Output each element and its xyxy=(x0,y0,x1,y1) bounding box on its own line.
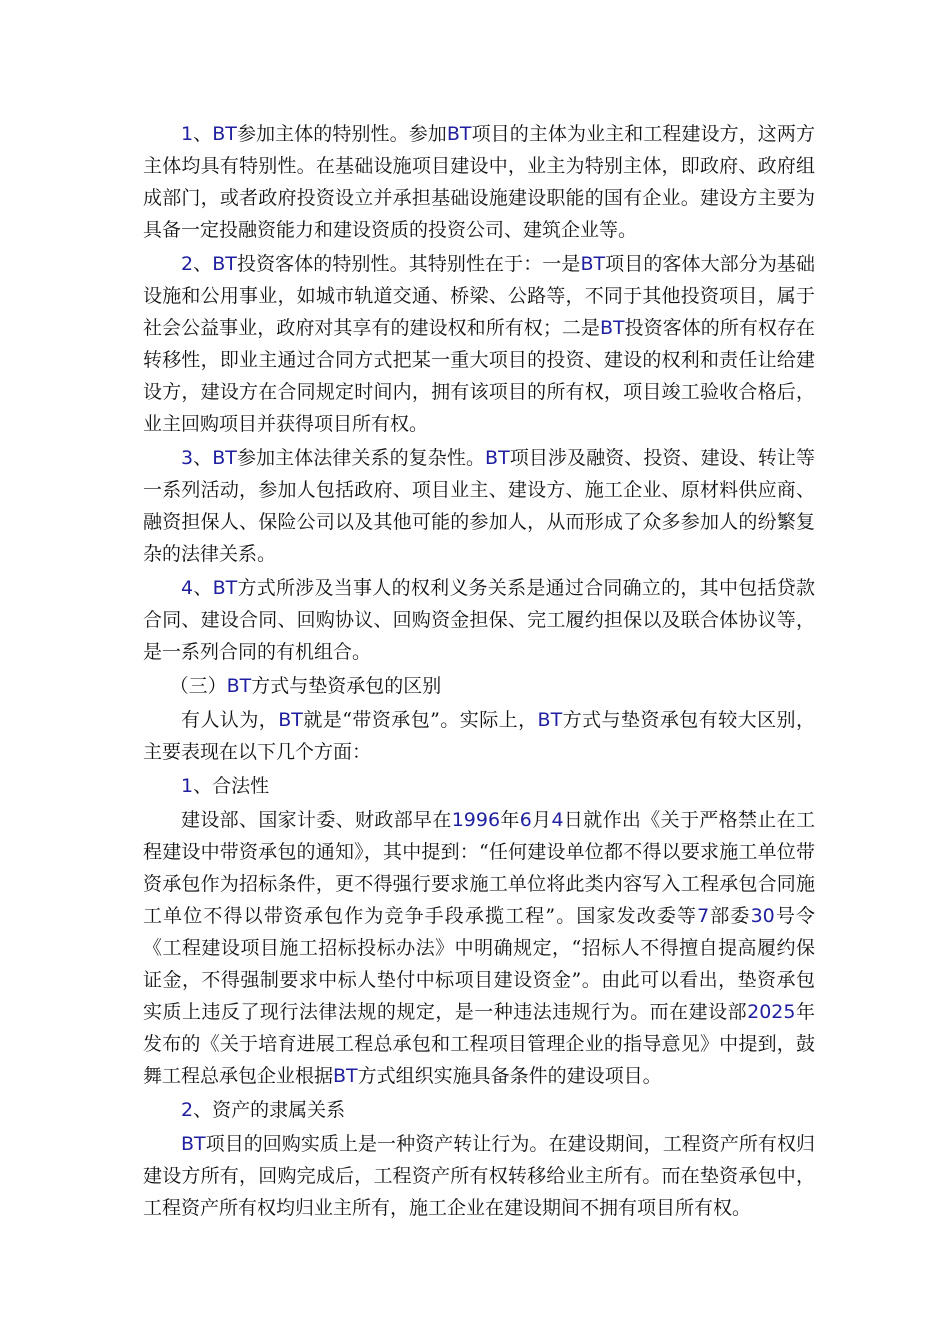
document-body xyxy=(143,118,815,1226)
subheading-asset-ownership: 2、资产的隶属关系 xyxy=(181,1099,346,1121)
paragraph-bt-legal-relations: 3、BT参加主体法律关系的复杂性。BT项目涉及融资、投资、建设、转让等一系列活动，参加人包括政府、项目业主、建设方、施工企业、原材料供应商、融资担保人、保险公司以及其他可能的参加人，从而形成了众多参加人的纷繁复杂的法律关系。 xyxy=(143,447,815,565)
section-heading-bt-vs-advance: （三）BT方式与垫资承包的区别 xyxy=(169,675,442,697)
paragraph-asset-ownership: BT项目的回购实质上是一种资产转让行为。在建设期间，工程资产所有权归建设方所有，回购完成后，工程资产所有权转移给业主所有。而在垫资承包中，工程资产所有权均归业主所有，施工企业在建设期间不拥有项目所有权。 xyxy=(143,1133,815,1219)
paragraph-bt-participants: 1、BT参加主体的特别性。参加BT项目的主体为业主和工程建设方，这两方主体均具有特别性。在基础设施项目建设中，业主为特别主体，即政府、政府组成部门，或者政府投资设立并承担基础设施建设职能的国有企业。建设方主要为具备一定投融资能力和建设资质的投资公司、建筑企业等。 xyxy=(143,123,815,241)
paragraph-legality: 建设部、国家计委、财政部早在1996年6月4日就作出《关于严格禁止在工程建设中带资承包的通知》，其中提到：“任何建设单位都不得以要求施工单位带资承包作为招标条件，更不得强行要求施工单位将此类内容写入工程承包合同施工单位不得以带资承包作为竞争手段承揽工程”。国家发改委等7部委30号令《工程建设项目施工招标投标办法》中明确规定，“招标人不得擅自提高履约保证金，不得强制要求中标人垫付中标项目建设资金”。由此可以看出，垫资承包实质上违反了现行法律法规的规定，是一种违法违规行为。而在建设部2025年发布的《关于培育进展工程总承包和工程项目管理企业的指导意见》中提到，鼓舞工程总承包企业根据BT方式组织实施具备条件的建设项目。 xyxy=(143,809,815,1087)
paragraph-bt-intro: 有人认为，BT就是“带资承包”。实际上，BT方式与垫资承包有较大区别，主要表现在以下几个方面： xyxy=(143,709,815,763)
paragraph-bt-object: 2、BT投资客体的特别性。其特别性在于：一是BT项目的客体大部分为基础设施和公用事业，如城市轨道交通、桥梁、公路等，不同于其他投资项目，属于社会公益事业，政府对其享有的建设权和所有权；二是BT投资客体的所有权存在转移性，即业主通过合同方式把某一重大项目的投资、建设的权利和责任让给建设方，建设方在合同规定时间内，拥有该项目的所有权，项目竣工验收合格后，业主回购项目并获得项目所有权。 xyxy=(143,253,815,435)
paragraph-bt-contracts: 4、BT方式所涉及当事人的权利义务关系是通过合同确立的，其中包括贷款合同、建设合同、回购协议、回购资金担保、完工履约担保以及联合体协议等，是一系列合同的有机组合。 xyxy=(143,577,815,663)
subheading-legality: 1、合法性 xyxy=(181,775,270,797)
